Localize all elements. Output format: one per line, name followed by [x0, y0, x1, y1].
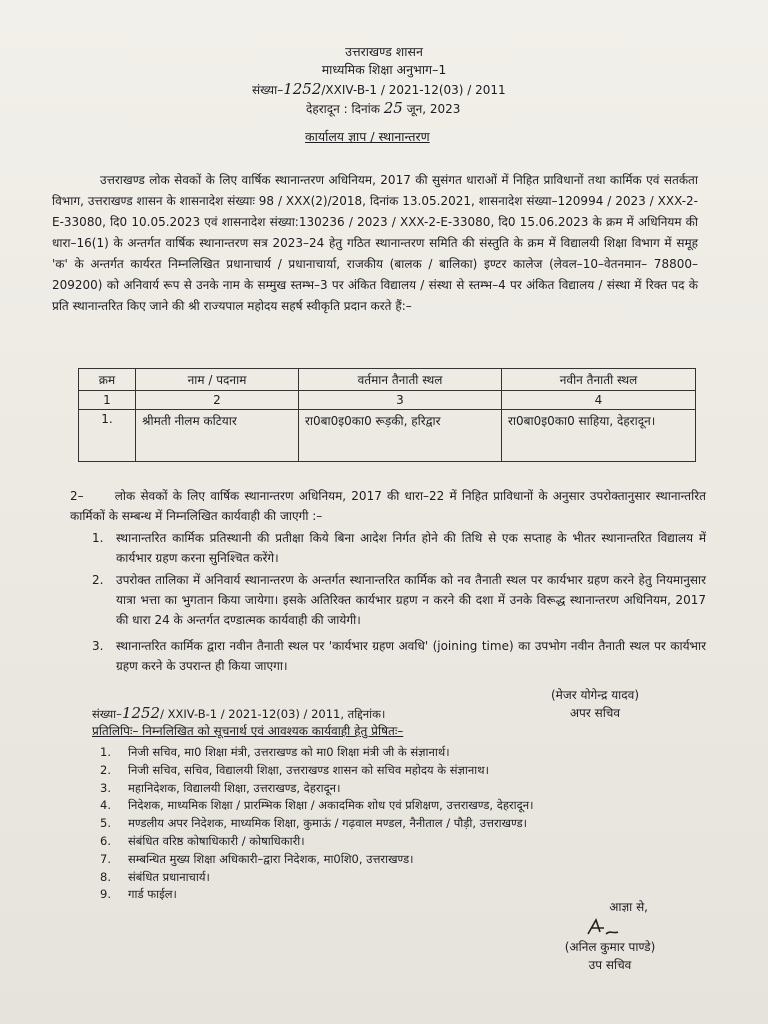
- table-header-row: [79, 369, 696, 391]
- issue-date: देहरादून : दिनांक 25 जून, 2023: [306, 99, 461, 117]
- handwritten-ref-number: 1252: [283, 80, 322, 98]
- section-2-intro: 2– लोक सेवकों के लिए वार्षिक स्थानान्तरण अधिनियम, 2017 की धारा–22 में निहित प्राविधानों के अनुसार उपरोक्तानुसार स्थानान्तरित कार्मिकों के सम्बन्ध में निम्नलिखित कार्यवाही की जाएगी :–: [70, 489, 706, 523]
- signature-block-2: [520, 898, 700, 974]
- table-col-number-row: 1 2 3 4: [79, 391, 696, 410]
- table-header: वर्तमान तैनाती स्थल: [299, 369, 502, 391]
- list-item: 3. स्थानान्तरित कार्मिक द्वारा नवीन तैनाती स्थल पर 'कार्यभार ग्रहण अवधि' (joining time) का उपभोग नवीन तैनाती स्थल पर कार्यभार ग्रहण करने के उपरान्त ही किया जाएगा।: [92, 639, 706, 673]
- body-paragraph: उत्तराखण्ड लोक सेवकों के लिए वार्षिक स्थानान्तरण अधिनियम, 2017 की सुसंगत धाराओं में निहित प्राविधानों तथा कार्मिक एवं सतर्कता विभाग, उत्तराखण्ड शासन के शासनादेश संख्याः 98 / XXX(2)/2018, दिनांक 13.05.2021, शासनादेश संख्या–120994 / 2023 / XXX-2-E-33080, दि0 10.05.2023 एवं शासनादेश संख्या:130236 / 2023 / XXX-2-E-33080, दि0 15.06.2023 के क्रम में अधिनियम की धारा–16(1) के अन्तर्गत वार्षिक स्थानान्तरण सत्र 2023–24 हेतु गठित स्थानान्तरण समिति की संस्तुति के क्रम में विद्यालयी शिक्षा विभाग में समूह 'क' के अन्तर्गत कार्यरत निम्नलिखित प्रधानाचार्य / प्रधानाचार्या, राजकीय (बालक / बालिका) इण्टर कालेज (लेवल–10–वेतनमान– 78800–209200) को अनिवार्य रूप से उनके नाम के सम्मुख स्तम्भ–3 पर अंकित विद्यालय / संस्था से स्तम्भ–4 पर अंकित विद्यालय / संस्था में रिक्त पद के प्रति स्थानान्तरित किए जाने की श्री राज्यपाल महोदय सहर्ष स्वीकृति प्रदान करते हैं:–: [52, 173, 698, 313]
- signatory-designation: उप सचिव: [588, 958, 632, 972]
- handwritten-ref-number: 1252: [121, 704, 161, 722]
- signature-block-1: [510, 686, 680, 722]
- copy-list-item: 8. संबंधित प्रधानाचार्य।: [100, 869, 210, 884]
- copy-list-item: 3. महानिदेशक, विद्यालयी शिक्षा, उत्तराखण्ड, देहरादून।: [100, 780, 341, 795]
- table-row: 1. श्रीमती नीलम कटियार रा0बा0इ0का0 रूड़की, हरिद्वार रा0बा0इ0का0 साहिया, देहरादून।: [79, 410, 696, 462]
- memo-subject: कार्यालय ज्ञाप / स्थानान्तरण: [305, 129, 430, 144]
- list-item: 2. उपरोक्त तालिका में अनिवार्य स्थानान्तरण के अन्तर्गत स्थानान्तरित कार्मिक को नव तैनाती स्थल पर कार्यभार ग्रहण करने हेतु नियमानुसार यात्रा भत्ता का भुगतान किया जायेगा। इसके अतिरिक्त कार्यभार ग्रहण न करने की दशा में उनके विरूद्ध स्थानान्तरण अधिनियम, 2017 की धारा 24 के अन्तर्गत दण्डात्मक कार्यवाही की जायेगी।: [92, 573, 706, 627]
- reference-number: संख्या–1252/XXIV-B-1 / 2021-12(03) / 2011: [252, 80, 506, 98]
- handwritten-date: 25: [383, 99, 403, 117]
- copy-list-item: 4. निदेशक, माध्यमिक शिक्षा / प्रारम्भिक शिक्षा / अकादमिक शोध एवं प्रशिक्षण, उत्तराखण्ड, देहरादून।: [100, 798, 534, 813]
- list-item: 1. स्थानान्तरित कार्मिक प्रतिस्थानी की प्रतीक्षा किये बिना आदेश निर्गत होने की तिथि से एक सप्ताह के भीतर स्थानान्तरित विद्यालय में कार्यभार ग्रहण करना सुनिश्चित करेंगे।: [92, 531, 706, 565]
- signatory-designation: अपर सचिव: [569, 706, 621, 720]
- department-name: माध्यमिक शिक्षा अनुभाग–1: [321, 62, 447, 77]
- table-header: नाम / पदनाम: [136, 369, 299, 391]
- copy-list-item: 5. मण्डलीय अपर निदेशक, माध्यमिक शिक्षा, कुमाऊं / गढ़वाल मण्डल, नैनीताल / पौड़ी, उत्तराखण्ड।: [100, 816, 528, 831]
- copy-reference-number: संख्या–1252/ XXIV-B-1 / 2021-12(03) / 2011, तद्दिनांक।: [92, 704, 386, 722]
- govt-name: उत्तराखण्ड शासन: [345, 44, 423, 59]
- signature-scribble-icon: [582, 916, 622, 938]
- signatory-name: (अनिल कुमार पाण्डे): [564, 940, 656, 954]
- copy-heading: प्रतिलिपिः– निम्नलिखित को सूचनार्थ एवं आवश्यक कार्यवाही हेतु प्रेषितः–: [92, 724, 404, 738]
- table-header: क्रम: [79, 369, 136, 391]
- signatory-name: (मेजर योगेन्द्र यादव): [551, 688, 639, 702]
- copy-list-item: 1. निजी सचिव, मा0 शिक्षा मंत्री, उत्तराखण्ड को मा0 शिक्षा मंत्री जी के संज्ञानार्थ।: [100, 745, 450, 759]
- copy-list-item: 9. गार्ड फाईल।: [100, 887, 177, 902]
- copy-list-item: 6. संबंधित वरिष्ठ कोषाधिकारी / कोषाधिकारी।: [100, 834, 305, 848]
- order-line: आज्ञा से,: [609, 900, 648, 914]
- signature-mark: [520, 916, 700, 938]
- table-header: नवीन तैनाती स्थल: [502, 369, 696, 391]
- copy-list-item: 7. सम्बन्धित मुख्य शिक्षा अधिकारी–द्वारा निदेशक, मा0शि0, उत्तराखण्ड।: [100, 851, 414, 866]
- transfer-table: [78, 368, 696, 462]
- copy-list-item: 2. निजी सचिव, सचिव, विद्यालयी शिक्षा, उत्तराखण्ड शासन को सचिव महोदय के संज्ञानाथ।: [100, 762, 489, 777]
